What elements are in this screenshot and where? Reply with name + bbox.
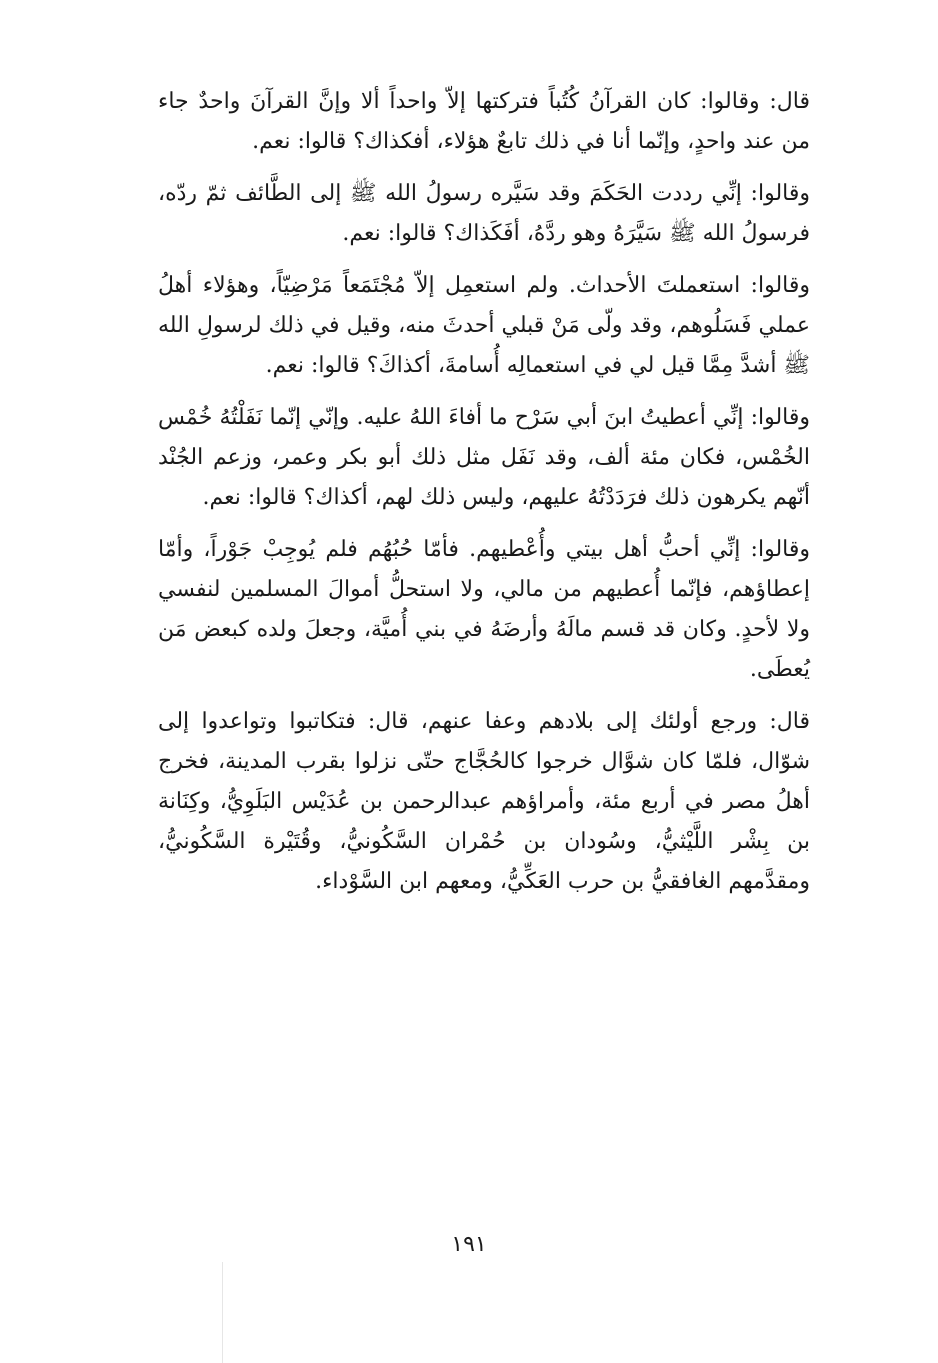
scan-edge-line xyxy=(222,1262,223,1363)
paragraph-4: وقالوا: إنِّي أعطيتُ ابنَ أبي سَرْح ما أفاءَ اللهُ عليه. وإنّي إنّما نَفَلْتُهُ خُمْس الخُمْس، فكان مئة ألف، وقد نَفَل مثل ذلك أبو بكر وعمر، وزعم الجُنْد أنّهم يكرهون ذلك فرَدَدْتُهُ عليهم، وليس ذلك لهم، أكذاك؟ قالوا: نعم. xyxy=(158,405,810,510)
page-number: ١٩١ xyxy=(451,1232,487,1257)
paragraph-5: وقالوا: إنِّي أحبُّ أهل بيتي وأُعْطيهم. فأمّا حُبُهُم فلم يُوجِبْ جَوْراً، وأمّا إعطاؤهم، فإنّما أُعطيهم من مالي، ولا استحلُّ أموالَ المسلمين لنفسي ولا لأحدٍ. وكان قد قسم مالَهُ وأرضَهُ في بني أُميَّة، وجعلَ ولده كبعض مَن يُعطَى. xyxy=(158,537,810,682)
paragraph-2: وقالوا: إنِّي رددت الحَكَمَ وقد سَيَّره رسولُ الله ﷺ إلى الطَّائف ثمّ ردّه، فرسولُ الله ﷺ سَيَّرَهُ وهو ردَّهُ، أفَكَذاك؟ قالوا: نعم. xyxy=(158,181,810,246)
paragraph-1: قال: وقالوا: كان القرآنُ كُتُباً فتركتها إلاّ واحداً ألا وإنَّ القرآنَ واحدٌ جاء من عند واحدٍ، وإنّما أنا في ذلك تابعٌ هؤلاء، أفكذاك؟ قالوا: نعم. xyxy=(158,89,810,154)
paragraph-6: قال: ورجع أولئك إلى بلادهم وعفا عنهم، قال: فتكاتبوا وتواعدوا إلى شوّال، فلمّا كان شوَّال خرجوا كالحُجَّاج حتّى نزلوا بقرب المدينة، فخرج أهلُ مصر في أربع مئة، وأمراؤهم عبدالرحمن بن عُدَيْس البَلَوِيُّ، وكِنَانة بن بِشْر اللَّيْثيُّ، وسُودان بن حُمْران السَّكُونيُّ، وقُتَيْرة السَّكُونيُّ، ومقدَّمهم الغافقيُّ بن حرب العَكِّيُّ، ومعهم ابن السَّوْداء. xyxy=(158,709,810,894)
paragraph-3: وقالوا: استعملتَ الأحداث. ولم استعمِل إلاّ مُجْتَمَعاً مَرْضِيّاً، وهؤلاء أهلُ عملي فَسَلُوهم، وقد ولّى مَنْ قبلي أحدثَ منه، وقيل في ذلك لرسولِ الله ﷺ أشدَّ مِمَّا قيل لي في استعمالِه أُسامةَ، أكذاكَ؟ قالوا: نعم. xyxy=(158,273,810,378)
body-text xyxy=(158,82,810,914)
